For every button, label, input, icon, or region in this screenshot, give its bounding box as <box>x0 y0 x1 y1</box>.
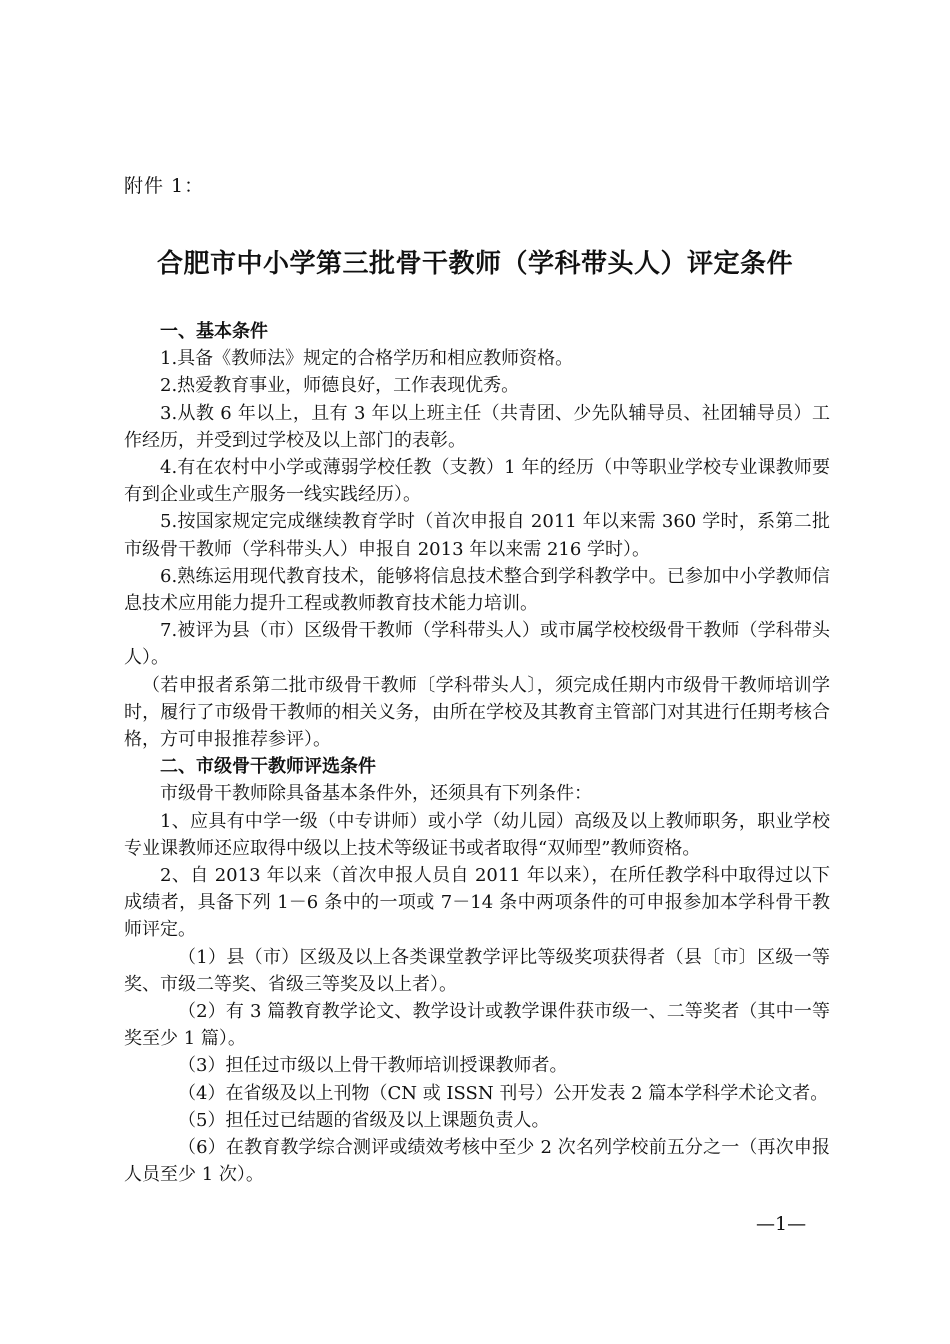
achievement-item-6: （6）在教育教学综合测评或绩效考核中至少 2 次名列学校前五分之一（再次申报人员至少 1 次）。 <box>124 1137 830 1186</box>
document-body <box>124 318 830 1189</box>
basic-condition-1: 1.具备《教师法》规定的合格学历和相应教师资格。 <box>160 348 574 370</box>
achievement-item-4: （4）在省级及以上刊物（CN 或 ISSN 刊号）公开发表 2 篇本学科学术论文者。 <box>178 1082 829 1104</box>
achievement-item-1: （1）县（市）区级及以上各类课堂教学评比等级奖项获得者（县〔市〕区级一等奖、市级二等奖、省级三等奖及以上者）。 <box>124 946 830 995</box>
basic-condition-7: 7.被评为县（市）区级骨干教师（学科带头人）或市属学校校级骨干教师（学科带头人）。 <box>124 620 830 669</box>
achievement-item-5: （5）担任过已结题的省级及以上课题负责人。 <box>178 1109 550 1131</box>
achievement-item-3: （3）担任过市级以上骨干教师培训授课教师者。 <box>178 1055 568 1077</box>
basic-condition-5: 5.按国家规定完成继续教育学时（首次申报自 2011 年以来需 360 学时，系第二批市级骨干教师（学科带头人）申报自 2013 年以来需 216 学时）。 <box>124 511 830 560</box>
achievement-item-2: （2）有 3 篇教育教学论文、教学设计或教学课件获市级一、二等奖者（其中一等奖至少 1 篇）。 <box>124 1001 830 1050</box>
city-level-condition-1: 1、应具有中学一级（中专讲师）或小学（幼儿园）高级及以上教师职务，职业学校专业课教师还应取得中级以上技术等级证书或者取得“双师型”教师资格。 <box>124 810 830 859</box>
page-number: —1— <box>756 1213 807 1235</box>
basic-condition-note: （若申报者系第二批市级骨干教师〔学科带头人〕，须完成任期内市级骨干教师培训学时，履行了市级骨干教师的相关义务，由所在学校及其教育主管部门对其进行任期考核合格，方可申报推荐参评）。 <box>124 674 830 751</box>
section-heading-city-level: 二、市级骨干教师评选条件 <box>160 756 376 778</box>
city-level-condition-2: 2、自 2013 年以来（首次申报人员自 2011 年以来），在所任教学科中取得过以下成绩者，具备下列 1－6 条中的一项或 7－14 条中两项条件的可申报参加本学科骨干教师评定。 <box>124 865 830 941</box>
basic-condition-2: 2.热爱教育事业，师德良好，工作表现优秀。 <box>160 375 520 397</box>
attachment-label: 附件 1： <box>124 175 205 197</box>
document-title: 合肥市中小学第三批骨干教师（学科带头人）评定条件 <box>156 249 793 279</box>
basic-condition-4: 4.有在农村中小学或薄弱学校任教（支教）1 年的经历（中等职业学校专业课教师要有到企业或生产服务一线实践经历）。 <box>124 457 830 506</box>
basic-condition-3: 3.从教 6 年以上，且有 3 年以上班主任（共青团、少先队辅导员、社团辅导员）工作经历，并受到过学校及以上部门的表彰。 <box>124 402 830 451</box>
section-heading-basic: 一、基本条件 <box>160 321 268 342</box>
basic-condition-6: 6.熟练运用现代教育技术，能够将信息技术整合到学科教学中。已参加中小学教师信息技术应用能力提升工程或教师教育技术能力培训。 <box>124 565 830 615</box>
city-level-intro: 市级骨干教师除具备基本条件外，还须具有下列条件： <box>160 783 592 805</box>
